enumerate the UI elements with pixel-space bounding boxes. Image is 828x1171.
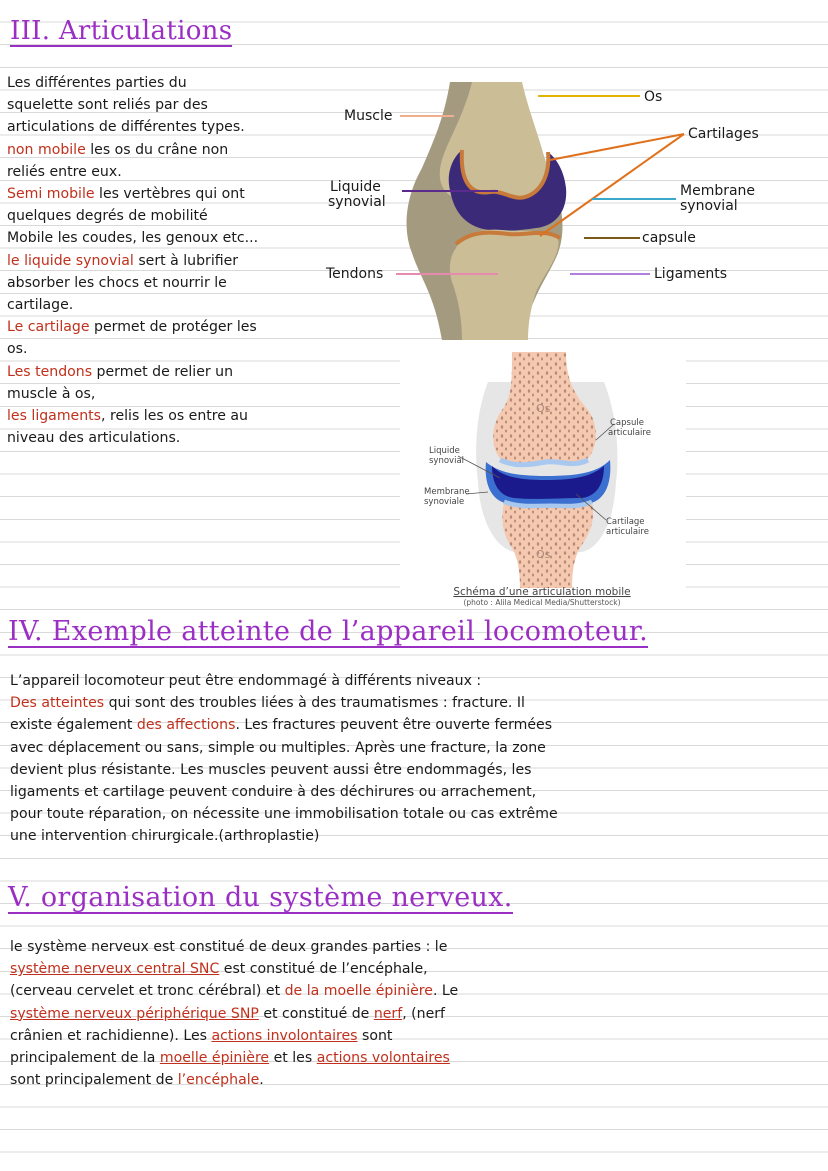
label-os-top: Os: [536, 402, 551, 415]
text-line: crânien et rachidienne). Les actions involontaires sont: [10, 1027, 393, 1044]
label-membrane-2: synovial: [680, 198, 738, 214]
knee-joint-diagram: [322, 78, 772, 340]
text-line: avec déplacement ou sans, simple ou multiples. Après une fracture, la zone: [10, 739, 546, 756]
text-line: quelques degrés de mobilité: [7, 208, 208, 225]
label-muscle: Muscle: [344, 108, 393, 124]
label-liquide-2: synovial: [328, 194, 386, 210]
text-line: Mobile les coudes, les genoux etc...: [7, 230, 259, 247]
lower-bone: [502, 504, 593, 588]
text-line: devient plus résistante. Les muscles peuvent aussi être endommagés, les: [10, 761, 532, 778]
text-line: articulations de différentes types.: [7, 119, 245, 136]
text-line: principalement de la moelle épinière et les actions volontaires: [10, 1050, 450, 1067]
figure-credit: (photo : Alila Medical Media/Shutterstock): [463, 598, 621, 607]
label-membrane-1: Membrane: [680, 183, 756, 199]
section-5-text: [10, 936, 458, 1091]
text-line: L’appareil locomoteur peut être endommagé à différents niveaux :: [10, 673, 482, 689]
text-line: pour toute réparation, on nécessite une immobilisation totale ou cas extrême: [10, 806, 558, 823]
text-line: squelette sont reliés par des: [7, 97, 208, 114]
section-4-title: IV. Exemple atteinte de l’appareil locomoteur.: [8, 616, 649, 647]
text-line: muscle à os,: [7, 385, 96, 402]
label-os: Os: [644, 89, 663, 105]
text-line: (cerveau cervelet et tronc cérébral) et de la moelle épinière. Le: [10, 983, 459, 1000]
text-line: système nerveux périphérique SNP et constitué de nerf, (nerf: [10, 1005, 446, 1022]
section-3-text: [7, 72, 258, 449]
label-capsule: capsule: [642, 230, 696, 246]
figure-caption: Schéma d’une articulation mobile: [453, 586, 631, 598]
text-line: le liquide synovial sert à lubrifier: [7, 252, 239, 269]
text-line: Les différentes parties du: [7, 75, 187, 91]
label-ligaments: Ligaments: [654, 266, 728, 282]
section-3-title: III. Articulations: [10, 16, 233, 46]
label-membrane-2: synoviale: [424, 497, 465, 507]
label-liquide-2: synovial: [429, 456, 465, 466]
articulation-schematic: [400, 352, 686, 608]
text-line: reliés entre eux.: [7, 163, 122, 180]
text-line: une intervention chirurgicale.(arthroplastie): [10, 828, 320, 845]
cartilages-line: [550, 134, 684, 160]
label-tendons: Tendons: [326, 266, 384, 282]
text-line: non mobile les os du crâne non: [7, 141, 229, 158]
text-line: Semi mobile les vertèbres qui ont: [7, 186, 245, 203]
label-cartilages: Cartilages: [688, 126, 759, 142]
label-cartilage-1: Cartilage: [606, 517, 645, 527]
text-line: os.: [7, 341, 28, 358]
text-line: cartilage.: [7, 297, 74, 314]
text-line: sont principalement de l’encéphale.: [10, 1072, 264, 1089]
text-line: ligaments et cartilage peuvent conduire à des déchirures ou arrachement,: [10, 784, 537, 801]
text-line: absorber les chocs et nourrir le: [7, 274, 227, 291]
text-line: existe également des affections. Les fractures peuvent être ouverte fermées: [10, 717, 553, 734]
label-cartilage-2: articulaire: [606, 527, 649, 537]
label-os-bottom: Os: [536, 548, 551, 561]
text-line: les ligaments, relis les os entre au: [7, 408, 248, 425]
section-4-text: [10, 670, 558, 848]
text-line: le système nerveux est constitué de deux grandes parties : le: [10, 939, 448, 955]
section-5-title: V. organisation du système nerveux.: [8, 882, 513, 913]
label-liquide-1: Liquide: [429, 446, 460, 456]
text-line: système nerveux central SNC est constitué de l’encéphale,: [10, 961, 428, 978]
label-capsule-2: articulaire: [608, 428, 651, 438]
text-line: niveau des articulations.: [7, 430, 181, 447]
text-line: Des atteintes qui sont des troubles liées à des traumatismes : fracture. Il: [10, 695, 525, 712]
label-liquide-1: Liquide: [330, 179, 381, 195]
label-membrane-1: Membrane: [424, 487, 470, 497]
text-line: Les tendons permet de relier un: [7, 363, 234, 380]
tibia-bone: [450, 230, 559, 340]
label-capsule-1: Capsule: [610, 418, 644, 428]
text-line: Le cartilage permet de protéger les: [7, 319, 257, 336]
